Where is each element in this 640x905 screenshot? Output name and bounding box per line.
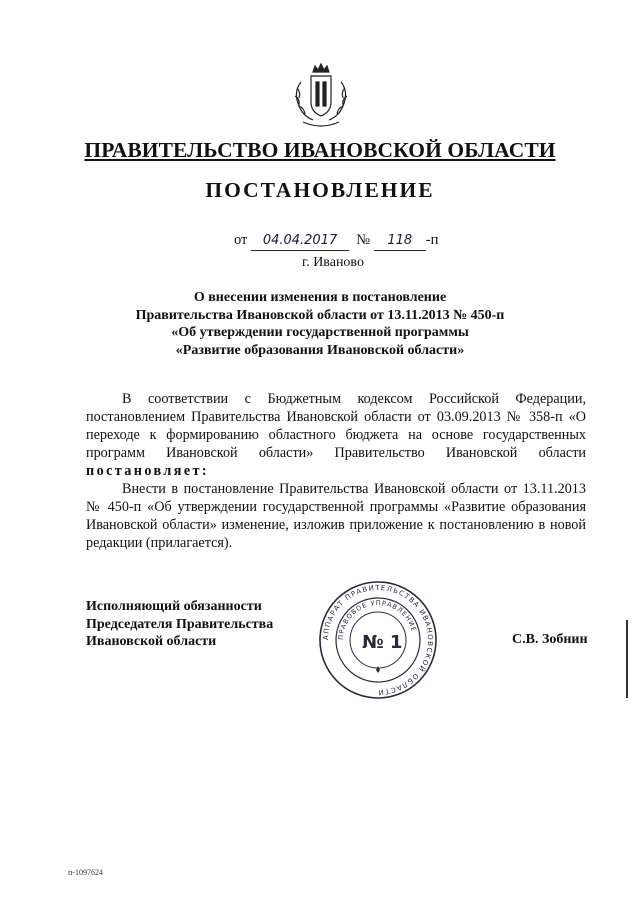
- coat-of-arms-emblem: [289, 62, 353, 130]
- date-field: 04.04.2017: [251, 233, 349, 251]
- position-line: Председателя Правительства: [86, 616, 274, 632]
- subject-line: «Об утверждении государственной программы: [171, 325, 469, 340]
- stamp-number: № 1: [362, 632, 403, 653]
- signatory-name: С.В. Зобнин: [512, 632, 588, 647]
- body-paragraph-2: Внести в постановление Правительства Ивановской области от 13.11.2013 № 450-п «Об утверждении государственной программы «Развитие образования Ивановской области» изменение, изложив приложение к постановлению в новой редакции (прилагается).: [86, 481, 586, 551]
- official-stamp: [316, 578, 440, 702]
- subject-line: Правительства Ивановской области от 13.11.2013 № 450-п: [135, 307, 505, 323]
- document-type: ПОСТАНОВЛЕНИЕ: [205, 178, 435, 202]
- city: г. Иваново: [302, 255, 364, 270]
- paragraph-text: В соответствии с Бюджетным кодексом Российской Федерации, постановлением Правительства Ивановской области от 03.09.2013 № 358-п «О переходе к формированию областного бюджета на основе государственных программ Ивановской области» Правительство Ивановской области: [86, 391, 586, 461]
- document-code: п-1097624: [68, 868, 103, 877]
- subject-line: О внесении изменения в постановление: [193, 290, 447, 305]
- document-subject: [0, 289, 640, 359]
- document-body: [86, 390, 586, 552]
- signatory-position: [86, 598, 273, 651]
- number-field: 118: [374, 233, 426, 251]
- stamp-ring-text: АППАРАТ ПРАВИТЕЛЬСТВА ИВАНОВСКОЙ ОБЛАСТИ: [321, 583, 435, 697]
- stamp-inner-text: ПРАВОВОЕ УПРАВЛЕНИЕ: [336, 598, 419, 641]
- margin-mark: [626, 620, 628, 698]
- date-prefix: от: [234, 232, 248, 248]
- position-line: Ивановской области: [86, 634, 217, 649]
- resolution-keyword: постановляет:: [86, 463, 210, 479]
- date-number-line: [234, 232, 438, 251]
- government-title: ПРАВИТЕЛЬСТВО ИВАНОВСКОЙ ОБЛАСТИ: [84, 138, 556, 162]
- body-paragraph-1: [86, 390, 586, 480]
- number-sign: №: [356, 232, 371, 248]
- number-suffix: -п: [425, 232, 439, 248]
- position-line: Исполняющий обязанности: [86, 599, 262, 614]
- subject-line: «Развитие образования Ивановской области»: [175, 342, 465, 358]
